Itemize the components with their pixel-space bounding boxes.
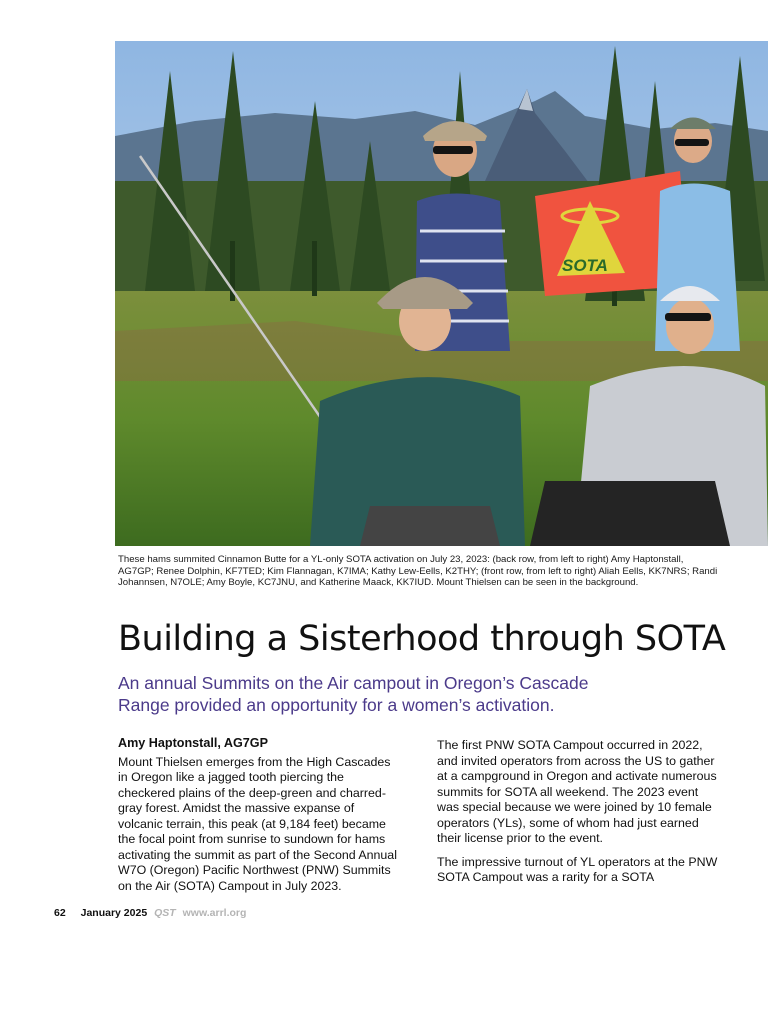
photo-caption: These hams summited Cinnamon Butte for a YL-only SOTA activation on July 23, 2023: (back row, from left to right) Amy Haptonstall, AG7GP; Renee Dolphin, KF7TED; Kim Flannagan, K7IMA; Kathy Lew-Eells, K2THY; (front row, from left to right) Aliah Eells, KK7NRS; Randi Johannsen, N7OLE; Amy Boyle, KC7JNU, and Katherine Maack, KK7IUD. Mount Thielsen can be seen in the background.: [118, 554, 718, 589]
cover-photo: [115, 41, 768, 546]
website-link[interactable]: www.arrl.org: [182, 907, 247, 919]
body-paragraph: The first PNW SOTA Campout occurred in 2022, and invited operators from across the US to gather at a campground in Oregon and activate numerous summits for SOTA all weekend. The 2023 event was special because we were joined by 10 female operators (YLs), some of whom had just earned their license prior to the event.: [437, 738, 717, 845]
left-column: [118, 736, 402, 902]
article-headline: Building a Sisterhood through SOTA: [118, 619, 726, 659]
page-number: 62: [54, 907, 66, 919]
article-deck: An annual Summits on the Air campout in Oregon’s Cascade Range provided an opportunity for a women’s activation.: [118, 673, 589, 715]
right-column: [437, 738, 721, 894]
body-paragraph: Mount Thielsen emerges from the High Cascades in Oregon like a jagged tooth piercing the checkered plains of the deep-green and charred-gray forest. Amidst the massive expanse of volcanic terrain, this peak (at 9,184 feet) became the focal point from sunrise to sundown for hams activating the summit as part of the Second Annual W7O (Oregon) Pacific Northwest (PNW) Summits on the Air (SOTA) Campout in July 2023.: [118, 754, 397, 893]
flag-text: SOTA: [562, 256, 608, 275]
page-footer: [54, 906, 246, 920]
article-byline: Amy Haptonstall, AG7GP: [118, 736, 268, 750]
magazine-name: QST: [154, 907, 176, 919]
issue-date: January 2025: [80, 907, 148, 919]
body-paragraph: The impressive turnout of YL operators at the PNW SOTA Campout was a rarity for a SOTA: [437, 854, 718, 884]
